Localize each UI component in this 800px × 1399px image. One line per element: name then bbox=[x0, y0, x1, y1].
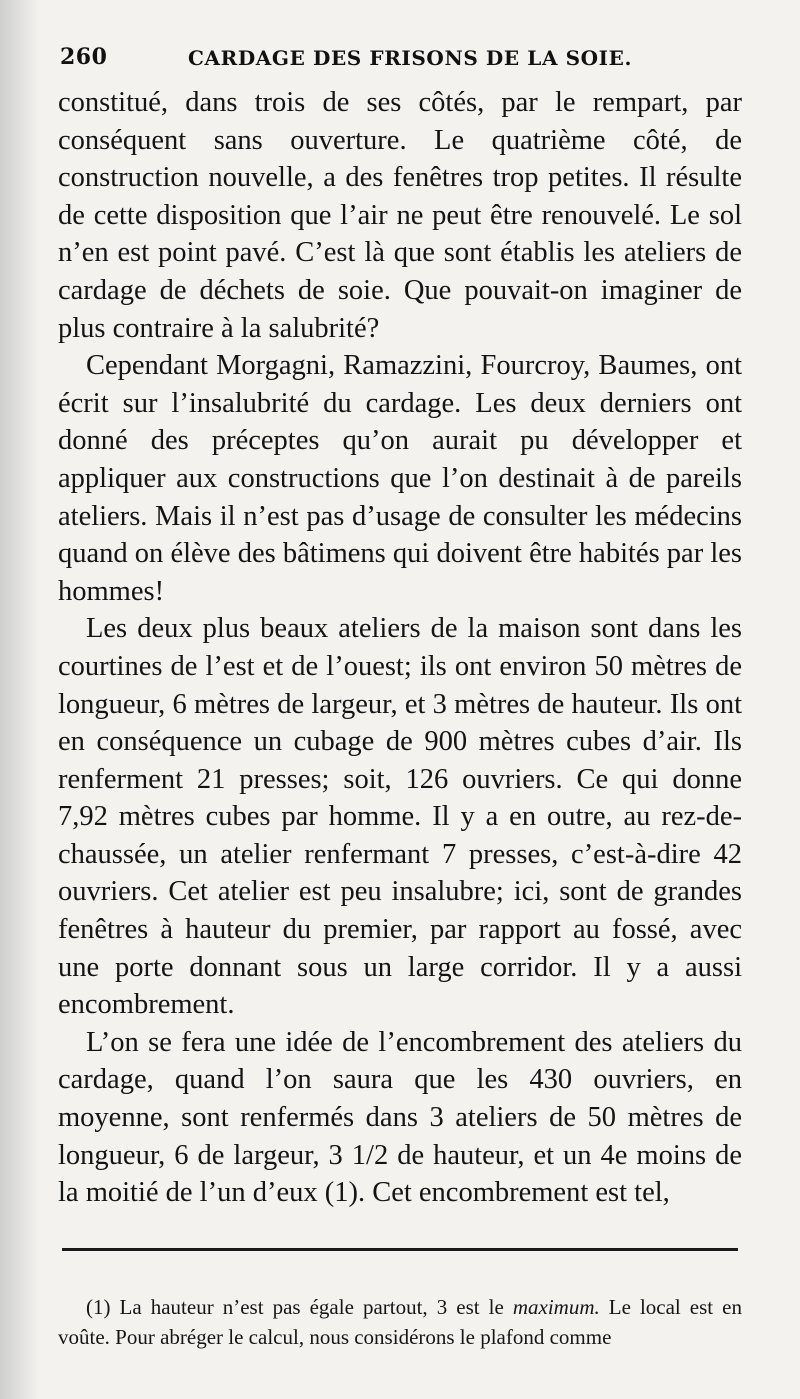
paragraph-les-deux-ateliers: Les deux plus beaux ateliers de la maison sont dans les courtines de l’est et de l’ouest; ils ont environ 50 mètres de longueur, 6 mètres de largeur, et 3 mètres de hauteur. Ils ont en conséquence un cubage de 900 mètres cubes d’air. Ils renferment 21 presses; soit, 126 ouvriers. Ce qui donne 7,92 mètres cubes par homme. Il y a en outre, au rez-de-chaussée, un atelier renfermant 7 presses, c’est-à-dire 42 ouvriers. Cet atelier est peu insalubre; ici, sont de grandes fenêtres à hauteur du premier, par rapport au fossé, avec une porte donnant sous un large corridor. Il y a aussi encombrement. bbox=[58, 613, 742, 1021]
footnote bbox=[58, 1292, 742, 1352]
footnote-rule bbox=[62, 1248, 738, 1251]
page-number: 260 bbox=[60, 44, 108, 70]
paragraph-continuation: constitué, dans trois de ses côtés, par le rempart, par conséquent sans ouverture. Le quatrième côté, de construction nouvelle, a des fenêtres trop petites. Il résulte de cette disposition que l’air ne peut être renouvelé. Le sol n’en est point pavé. C’est là que sont établis les ateliers de cardage de déchets de soie. Que pouvait-on imaginer de plus contraire à la salubrité? bbox=[58, 87, 742, 344]
paragraph-encombrement: L’on se fera une idée de l’encombrement des ateliers du cardage, quand l’on saura que les 430 ouvriers, en moyenne, sont renfermés dans 3 ateliers de 50 mètres de longueur, 6 de largeur, 3 1/2 de hauteur, et un 4e moins de la moitié de l’un d’eux (1). Cet encombrement est tel, bbox=[58, 1026, 742, 1209]
body-text bbox=[58, 84, 742, 1212]
footnote-text-start: (1) La hauteur n’est pas égale partout, 3 est le bbox=[86, 1295, 513, 1319]
footnote-italic-word: maximum. bbox=[512, 1295, 600, 1319]
footnote-text-end: Le local est en voûte. Pour abréger le calcul, nous considérons le plafond comme bbox=[58, 1295, 742, 1349]
page-header bbox=[60, 44, 740, 76]
running-head: CARDAGE DES FRISONS DE LA SOIE. bbox=[188, 46, 633, 70]
paragraph-cependant: Cependant Morgagni, Ramazzini, Fourcroy, Baumes, ont écrit sur l’insalubrité du cardage. Les deux derniers ont donné des préceptes qu’on aurait pu développer et appliquer aux constructions que l’on destinait à de pareils ateliers. Mais il n’est pas d’usage de consulter les médecins quand on élève des bâtimens qui doivent être habités par les hommes! bbox=[58, 350, 742, 607]
scan-edge-shadow bbox=[0, 0, 40, 1399]
